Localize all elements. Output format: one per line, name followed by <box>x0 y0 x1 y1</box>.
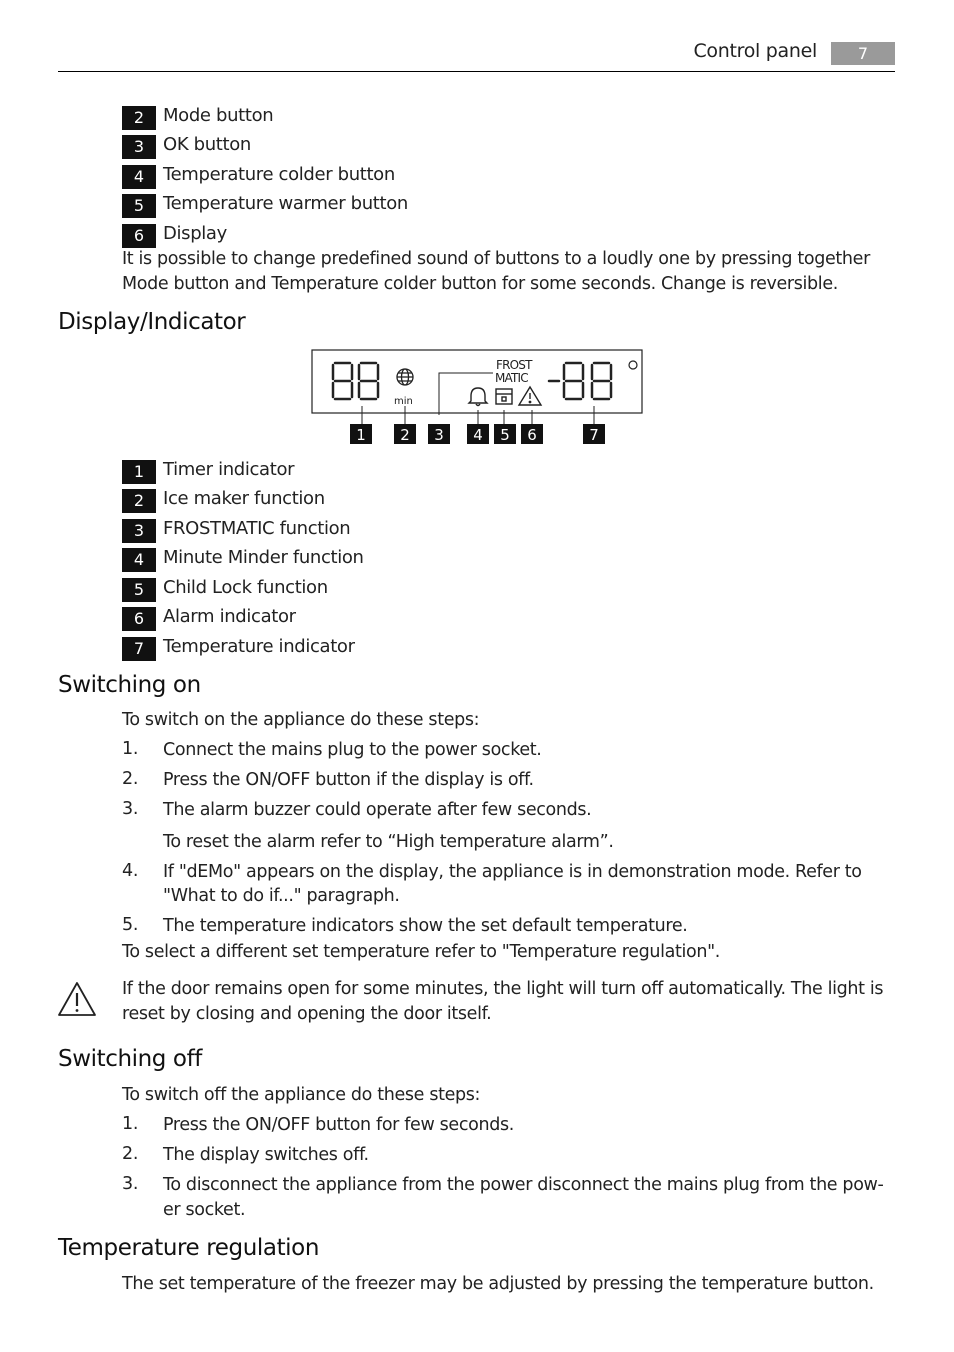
step-number: 1. <box>122 1114 139 1134</box>
legend-number: 7 <box>122 637 156 661</box>
step-text: "What to do if..." paragraph. <box>163 886 400 906</box>
legend-label: Ice maker function <box>163 488 325 509</box>
legend-label: Minute Minder function <box>163 547 364 568</box>
frost-label: FROST <box>496 358 532 372</box>
matic-label: MATIC <box>495 371 528 385</box>
intro-line-1: It is possible to change predefined sound of buttons to a loudly one by pressing together <box>122 249 870 269</box>
step-number: 3. <box>122 1174 139 1194</box>
callout-leaders <box>362 406 594 424</box>
step-number: 1. <box>122 739 139 759</box>
legend-number: 4 <box>122 165 156 189</box>
min-label: min <box>394 396 413 407</box>
callout-2: 2 <box>400 426 410 444</box>
callout-7: 7 <box>589 426 599 444</box>
warning-line-2: reset by closing and opening the door itself. <box>122 1004 492 1024</box>
step-text: If "dEMo" appears on the display, the appliance is in demonstration mode. Refer to <box>163 862 862 882</box>
temperature-regulation-heading: Temperature regulation <box>58 1235 320 1261</box>
legend-number: 6 <box>122 224 156 248</box>
step-number: 5. <box>122 915 139 935</box>
step-number: 2. <box>122 1144 139 1164</box>
step-text: To disconnect the appliance from the power disconnect the mains plug from the pow- <box>163 1175 884 1195</box>
step-text: The alarm buzzer could operate after few seconds. <box>163 800 592 820</box>
switching-off-heading: Switching off <box>58 1046 202 1072</box>
warning-line-1: If the door remains open for some minutes, the light will turn off automatically. The light is <box>122 979 884 999</box>
section-title: Control panel <box>693 40 817 62</box>
step-number: 4. <box>122 861 139 881</box>
legend-label: OK button <box>163 134 251 155</box>
switching-on-intro: To switch on the appliance do these steps: <box>122 710 480 730</box>
callout-4: 4 <box>473 426 483 444</box>
step-number: 3. <box>122 799 139 819</box>
callout-1: 1 <box>356 426 366 444</box>
legend-number: 1 <box>122 460 156 484</box>
timer-digits <box>333 363 378 399</box>
legend-label: Temperature indicator <box>163 636 355 657</box>
temperature-digits <box>549 363 611 399</box>
step-text: Press the ON/OFF button if the display is off. <box>163 770 534 790</box>
step-text: Press the ON/OFF button for few seconds. <box>163 1115 514 1135</box>
legend-number: 3 <box>122 519 156 543</box>
display-indicator-heading: Display/Indicator <box>58 309 246 335</box>
step-text: er socket. <box>163 1200 246 1220</box>
legend-label: Temperature warmer button <box>163 193 408 214</box>
switching-on-heading: Switching on <box>58 672 201 698</box>
legend-label: Child Lock function <box>163 577 328 598</box>
callout-3: 3 <box>434 426 444 444</box>
ice-maker-icon <box>397 369 413 385</box>
legend-label: Timer indicator <box>163 459 295 480</box>
degree-icon <box>629 361 637 369</box>
warning-icon <box>56 980 98 1018</box>
legend-number: 3 <box>122 135 156 159</box>
step-text: The display switches off. <box>163 1145 369 1165</box>
legend-number: 5 <box>122 578 156 602</box>
legend-number: 6 <box>122 607 156 631</box>
legend-label: FROSTMATIC function <box>163 518 351 539</box>
switching-off-intro: To switch off the appliance do these steps: <box>122 1085 481 1105</box>
bell-icon <box>469 388 487 406</box>
callout-6: 6 <box>527 426 537 444</box>
step-text: Connect the mains plug to the power socket. <box>163 740 542 760</box>
temperature-regulation-text: The set temperature of the freezer may be adjusted by pressing the temperature button. <box>122 1274 874 1294</box>
legend-number: 5 <box>122 194 156 218</box>
legend-label: Mode button <box>163 105 274 126</box>
legend-label: Display <box>163 223 227 244</box>
child-lock-icon <box>496 389 512 404</box>
page-number: 7 <box>831 42 895 65</box>
display-diagram <box>310 348 646 446</box>
page-header <box>58 38 895 72</box>
callout-5: 5 <box>500 426 510 444</box>
alarm-icon <box>519 387 541 405</box>
step-text: To reset the alarm refer to “High temperature alarm”. <box>163 832 614 852</box>
step-text: The temperature indicators show the set default temperature. <box>163 916 688 936</box>
legend-number: 2 <box>122 489 156 513</box>
intro-line-2: Mode button and Temperature colder button for some seconds. Change is reversible. <box>122 274 838 294</box>
switching-on-outro: To select a different set temperature refer to "Temperature regulation". <box>122 942 721 962</box>
legend-number: 2 <box>122 106 156 130</box>
legend-label: Alarm indicator <box>163 606 296 627</box>
legend-number: 4 <box>122 548 156 572</box>
legend-label: Temperature colder button <box>163 164 395 185</box>
step-number: 2. <box>122 769 139 789</box>
